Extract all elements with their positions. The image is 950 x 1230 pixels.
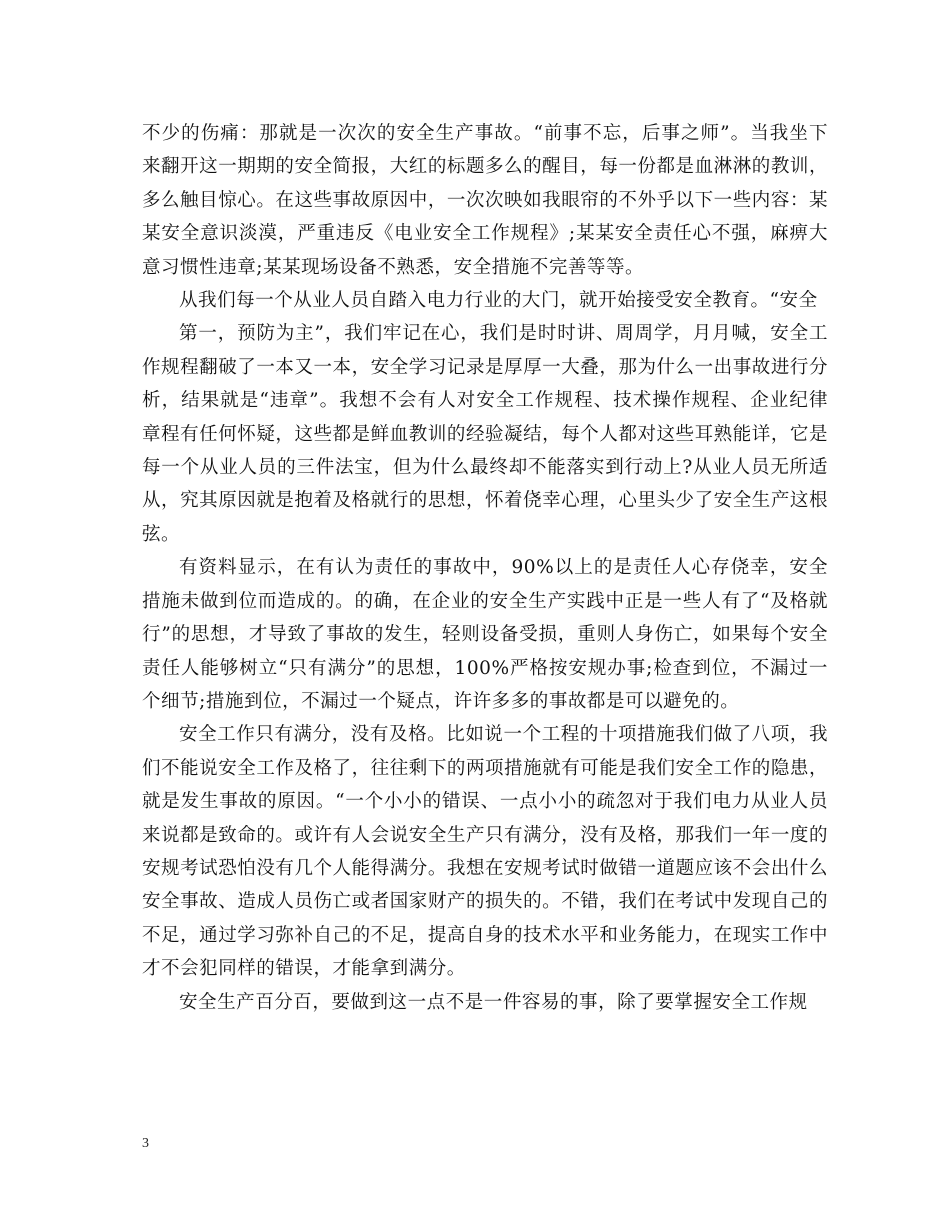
- paragraph-3: 第一，预防为主”，我们牢记在心，我们是时时讲、周周学，月月喊，安全工作规程翻破了一本又一本，安全学习记录是厚厚一大叠，那为什么一出事故进行分析，结果就是“违章”。我想不会有人对安全工作规程、技术操作规程、企业纪律章程有任何怀疑，这些都是鲜血教训的经验凝结，每个人都对这些耳熟能详，它是每一个从业人员的三件法宝，但为什么最终却不能落实到行动上?从业人员无所适从，究其原因就是抱着及格就行的思想，怀着侥幸心理，心里头少了安全生产这根弦。: [142, 323, 828, 545]
- paragraph-1: 不少的伤痛：那就是一次次的安全生产事故。“前事不忘，后事之师”。当我坐下来翻开这一期期的安全简报，大红的标题多么的醒目，每一份都是血淋淋的教训，多么触目惊心。在这些事故原因中，一次次映如我眼帘的不外乎以下一些内容：某某安全意识淡漠，严重违反《电业安全工作规程》;某某安全责任心不强，麻痹大意习惯性违章;某某现场设备不熟悉，安全措施不完善等等。: [142, 123, 828, 278]
- page-number: 3: [142, 1136, 149, 1151]
- body-text: [142, 117, 828, 1019]
- paragraph-6: 安全生产百分百，要做到这一点不是一件容易的事，除了要掌握安全工作规: [179, 991, 808, 1013]
- paragraph-4: 有资料显示，在有认为责任的事故中，90%以上的是责任人心存侥幸，安全措施未做到位而造成的。的确，在企业的安全生产实践中正是一些人有了“及格就行”的思想，才导致了事故的发生，轻则设备受损，重则人身伤亡，如果每个安全责任人能够树立“只有满分”的思想，100%严格按安规办事;检查到位，不漏过一个细节;措施到位，不漏过一个疑点，许许多多的事故都是可以避免的。: [142, 557, 828, 712]
- paragraph-5: 安全工作只有满分，没有及格。比如说一个工程的十项措施我们做了八项，我们不能说安全工作及格了，往往剩下的两项措施就有可能是我们安全工作的隐患，就是发生事故的原因。“一个小小的错误、一点小小的疏忽对于我们电力从业人员来说都是致命的。或许有人会说安全生产只有满分，没有及格，那我们一年一度的安规考试恐怕没有几个人能得满分。我想在安规考试时做错一道题应该不会出什么安全事故、造成人员伤亡或者国家财产的损失的。不错，我们在考试中发现自己的不足，通过学习弥补自己的不足，提高自身的技术水平和业务能力，在现实工作中才不会犯同样的错误，才能拿到满分。: [142, 724, 828, 980]
- paragraph-2: 从我们每一个从业人员自踏入电力行业的大门，就开始接受安全教育。“安全: [179, 290, 818, 312]
